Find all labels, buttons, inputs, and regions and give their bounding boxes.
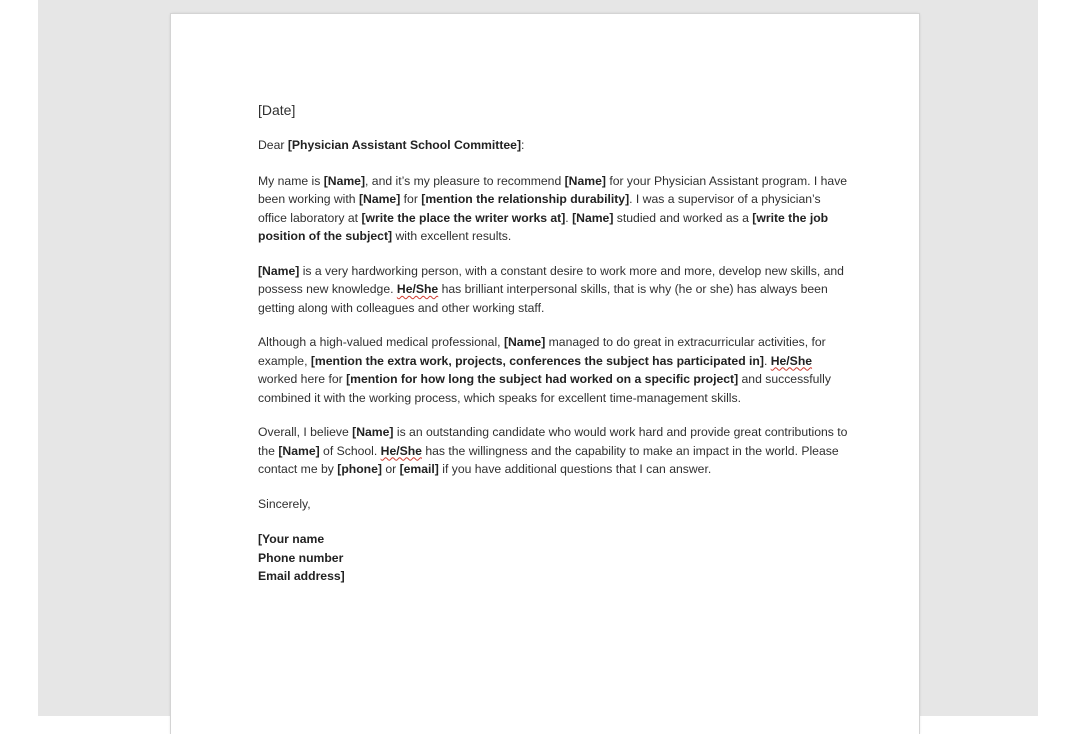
document-page [171,14,919,734]
signature-phone: Phone number [258,550,344,565]
greeting: Dear [Physician Assistant School Committee]: [258,138,525,152]
paragraph-conclusion: Overall, I believe [Name] is an outstanding candidate who would work hard and provide great contributions to the [Name] of School. He/She has the willingness and the capability to make an impact in the world. Please contact me by [phone] or [email] if you have additional questions that I can answer. [258,425,848,476]
closing: Sincerely, [258,496,311,511]
paragraph-introduction: My name is [Name], and it’s my pleasure to recommend [Name] for your Physician Assistant program. I have been working with [Name] for [mention the relationship durability]. I was a supervisor of a physician’s office laboratory at [write the place the writer works at]. [Name] studied and worked as a [write the job position of the subject] with excellent results. [258,173,848,243]
letter-body [258,100,848,586]
document-viewer[interactable] [38,0,1038,716]
signature-block [258,530,848,586]
signature-email: Email address] [258,569,345,583]
paragraph-qualities: [Name] is a very hardworking person, with a constant desire to work more and more, develop new skills, and possess new knowledge. He/She has brilliant interpersonal skills, that is why (he or she) has always been getting along with colleagues and other working staff. [258,263,844,315]
paragraph-activities: Although a high-valued medical professional, [Name] managed to do great in extracurricular activities, for example, [mention the extra work, projects, conferences the subject has participated in]. He/She worked here for [mention for how long the subject had worked on a specific project] and successfully combined it with the working process, which speaks for excellent time-management skills. [258,335,831,405]
date-line: [Date] [258,102,296,118]
signature-name: [Your name [258,532,325,546]
